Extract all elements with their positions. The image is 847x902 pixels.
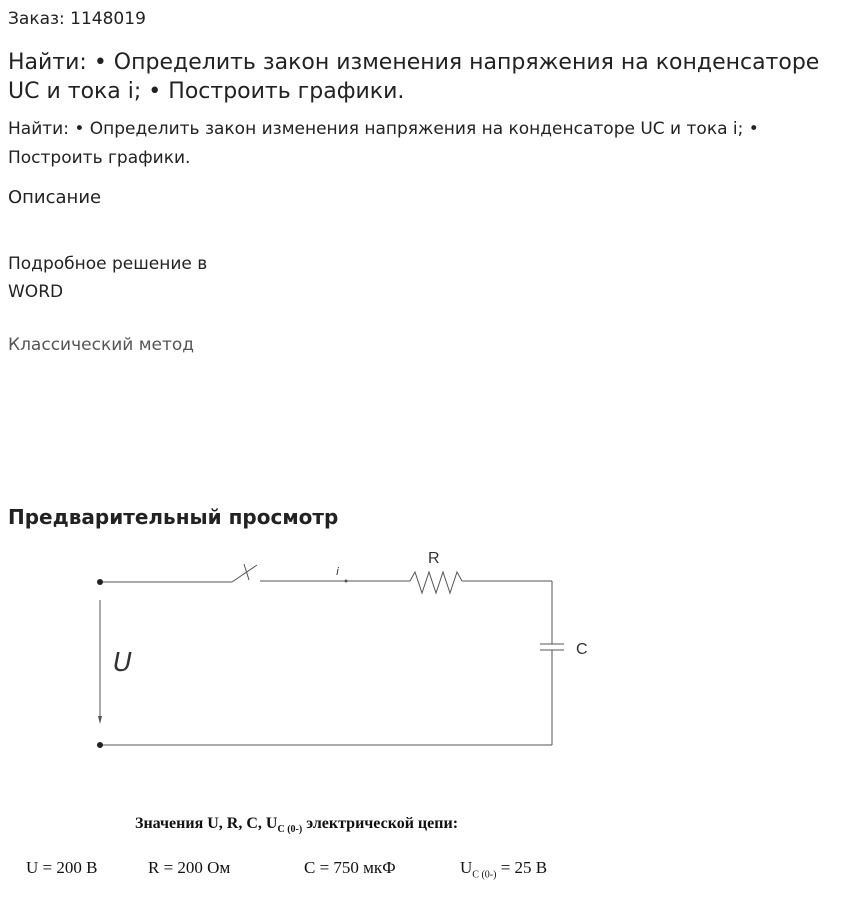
description-method: Классический метод (8, 335, 195, 355)
page-title: Найти: • Определить закон изменения напряжения на конденсаторе UC и тока i; • Построить графики. (8, 50, 820, 104)
value-c: C = 750 мкФ (304, 858, 396, 877)
terminal-bottom (97, 742, 103, 748)
description-heading: Описание (8, 187, 102, 208)
source-label: U (113, 648, 133, 678)
value-r: R = 200 Ом (148, 858, 231, 877)
circuit-diagram (0, 540, 847, 800)
value-uc0: $U_{C (0-)} = 25$ В (460, 858, 548, 881)
description-detail: Подробное решение в WORD (8, 254, 208, 302)
value-u: U = 200 В (26, 858, 98, 877)
preview-heading: Предварительный просмотр (8, 505, 339, 529)
voltage-arrow-head (98, 716, 102, 724)
resistor-symbol (410, 572, 462, 593)
switch-tick (244, 564, 249, 580)
switch-blade (232, 565, 257, 582)
task-text: Найти: • Определить закон изменения напряжения на конденсаторе UC и тока i; • Построить графики. (8, 119, 759, 168)
capacitor-label: C (576, 641, 588, 658)
terminal-top (97, 579, 103, 585)
current-marker (345, 580, 348, 583)
current-label: i (336, 565, 340, 578)
values-title: Значения U, R, C, $U_{C (0-)}$ электрической цепи: (135, 815, 459, 836)
order-number: Заказ: 1148019 (8, 9, 146, 29)
resistor-label: R (428, 550, 440, 567)
